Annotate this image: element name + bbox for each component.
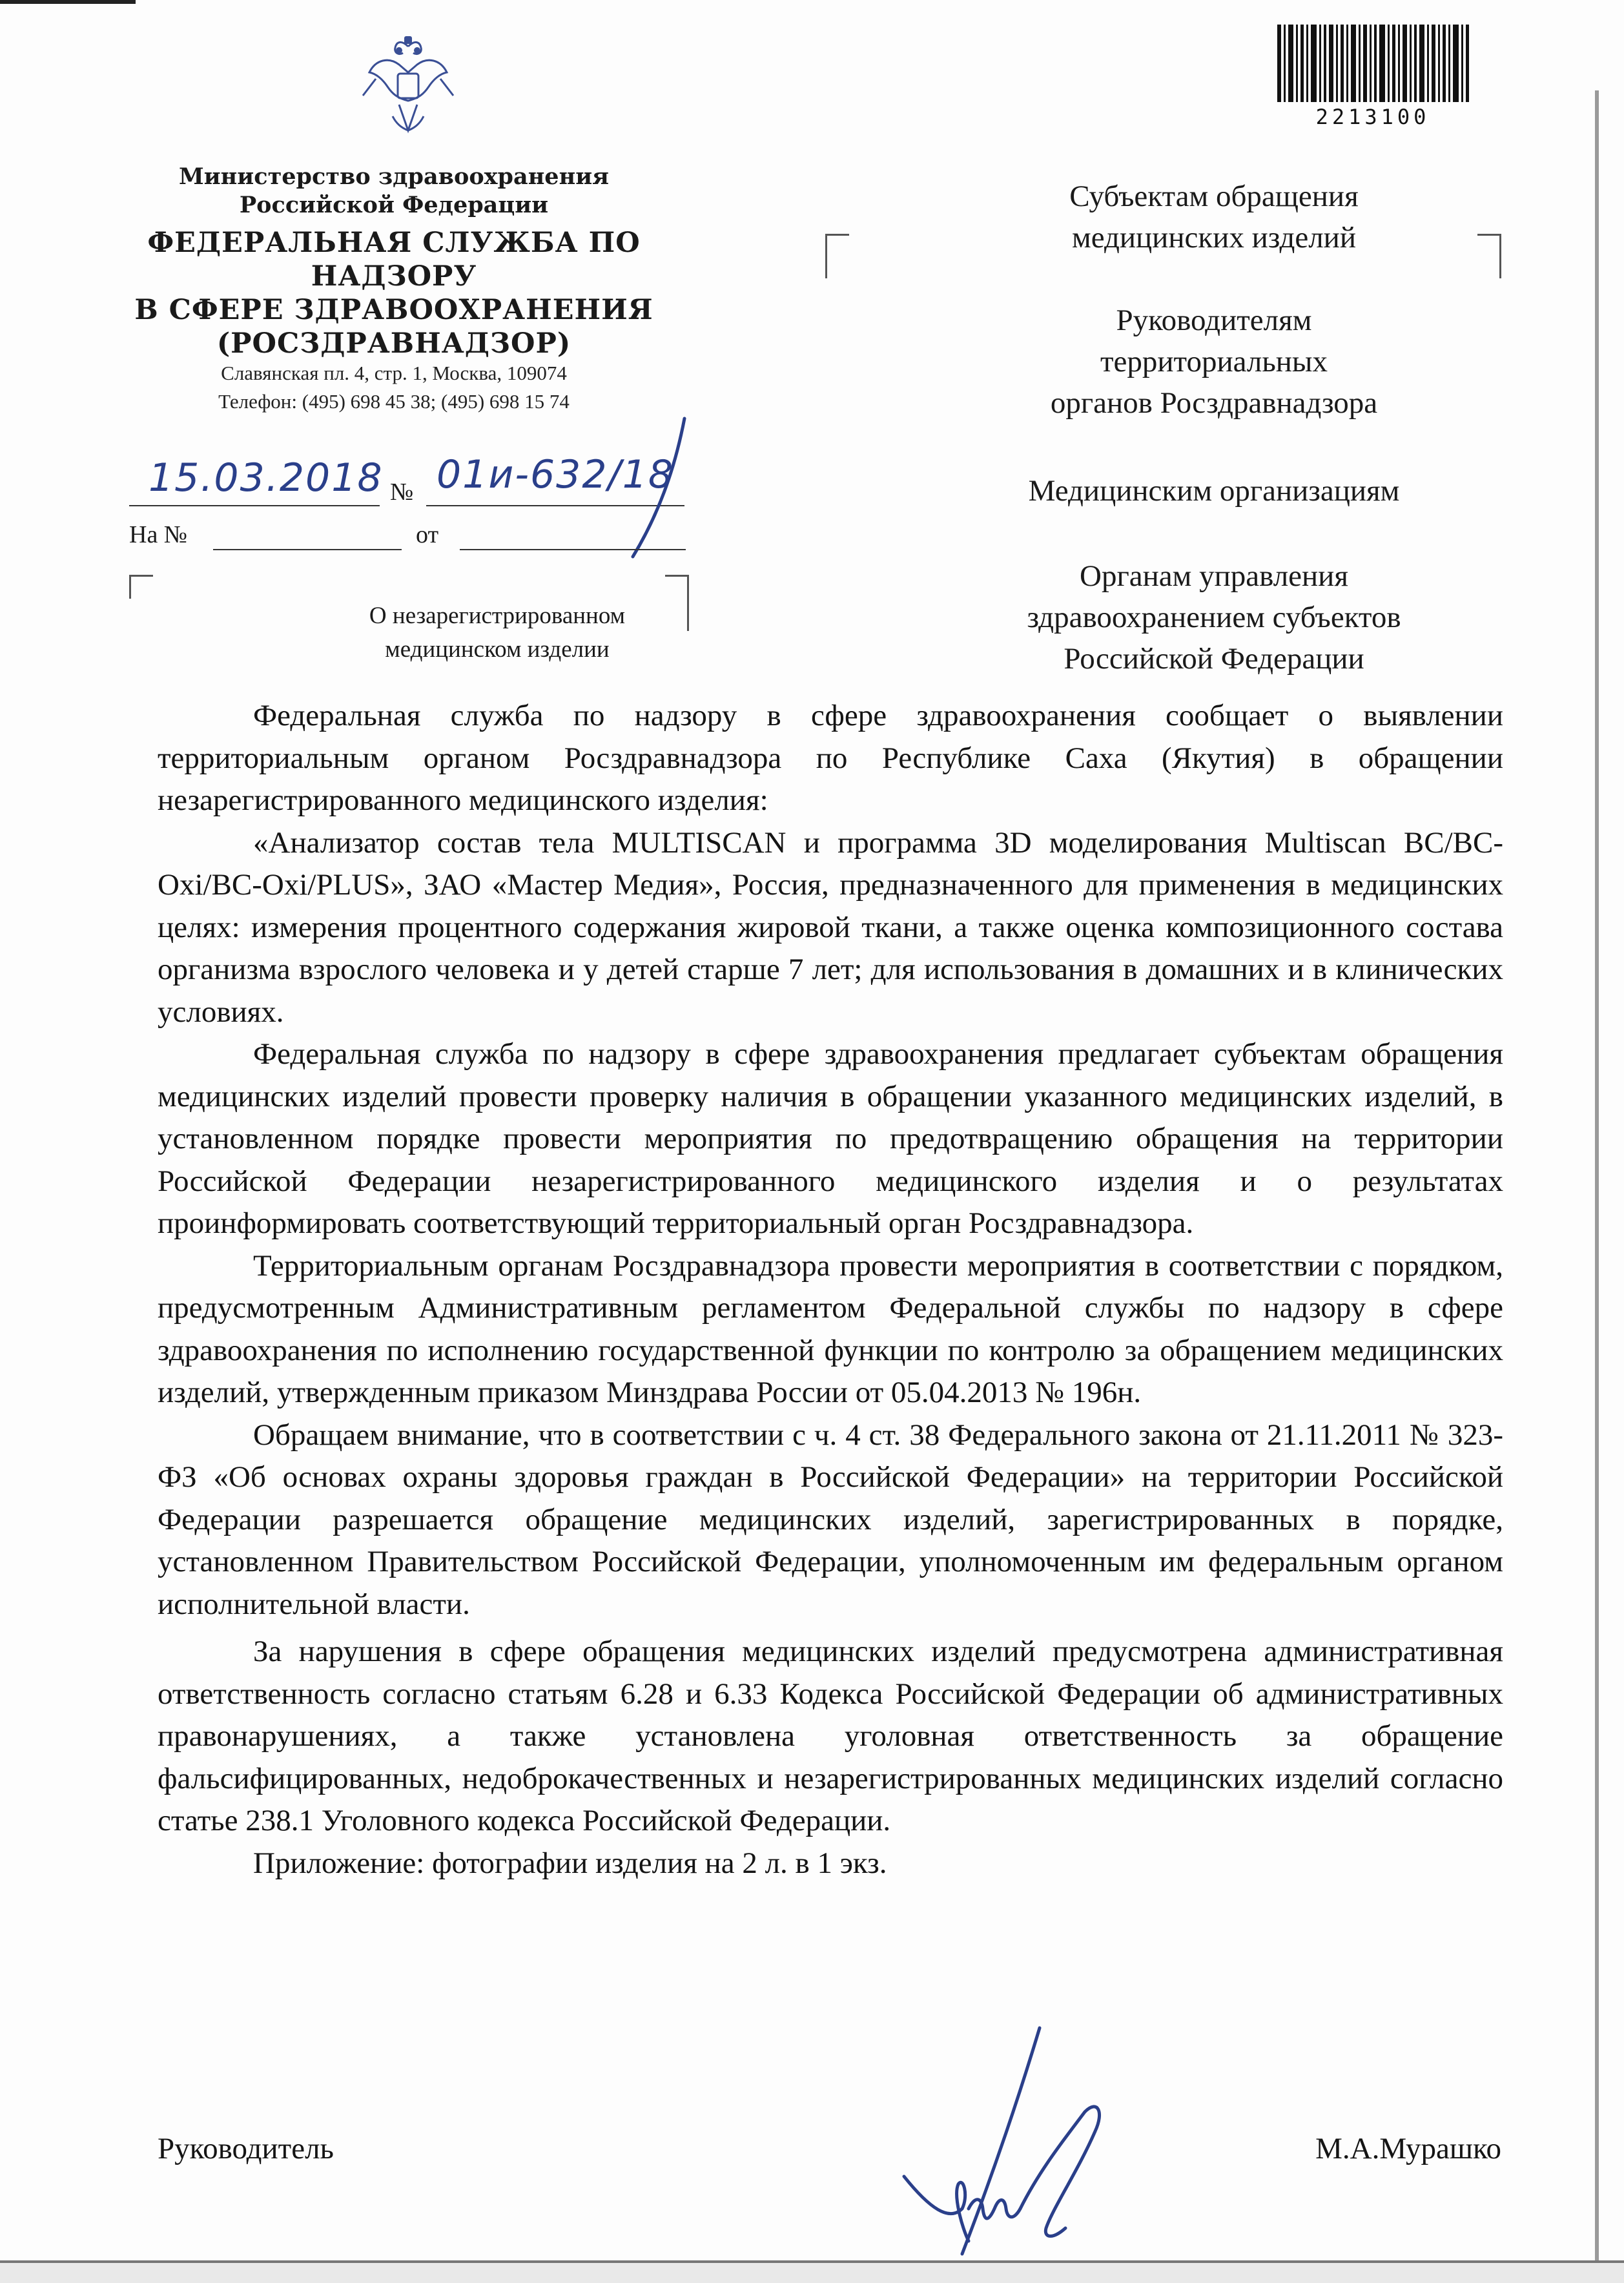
signatory-name: М.А.Мурашко <box>1315 2132 1501 2165</box>
recipient-block: Медицинским организациям <box>1028 474 1400 508</box>
body-paragraph: Территориальным органам Росздравнадзора провести мероприятия в соответствии с порядком, предусмотренным Административным регламентом Федеральной службы по надзору в сфере здравоохранения по исполнению государственной функции по контролю за обращением медицинских изделий, утвержденным приказом Минздрава России от 05.04.2013 № 196н. <box>158 1248 1503 1409</box>
outgoing-number: 01и-632/18 <box>437 452 675 497</box>
handwritten-signature <box>891 2015 1124 2273</box>
coat-of-arms-icon <box>356 34 460 142</box>
body-paragraph: Федеральная служба по надзору в сфере здравоохранения сообщает о выявлении территориальным органом Росздравнадзора по Республике Саха (Якутия) в обращении незарегистрированного медицинского изделия: <box>158 699 1503 817</box>
service-address: Славянская пл. 4, стр. 1, Москва, 109074 <box>221 362 567 384</box>
letter-body <box>158 695 1503 1885</box>
service-name: ФЕДЕРАЛЬНАЯ СЛУЖБА ПО НАДЗОРУ В СФЕРЕ ЗДРАВООХРАНЕНИЯ (РОСЗДРАВНАДЗОР) <box>134 227 653 360</box>
recipient-block: Субъектам обращения медицинских изделий <box>1069 180 1359 254</box>
body-paragraph: «Анализатор состав тела MULTISCAN и программа 3D моделирования Multiscan BC/BC-Oxi/BC-Oxi/PLUS», ЗАО «Мастер Медия», Россия, предназначенного для применения в медицинских целях: измерения процентного содержания жировой ткани, а также оценка композиционного состава организма взрослого человека и у детей старше 7 лет; для использования в домашних и в клинических условиях. <box>158 825 1503 1029</box>
ministry-name: Министерство здравоохранения Российской Федерации <box>178 163 610 218</box>
scan-edge-bottom <box>0 2260 1624 2283</box>
reply-number-line <box>213 549 402 550</box>
body-paragraph: Обращаем внимание, что в соответствии с ч. 4 ст. 38 Федерального закона от 21.11.2011 № 323-ФЗ «Об основах охраны здоровья граждан в Российской Федерации» на территории Российской Федерации разрешается обращение медицинских изделий, зарегистрированных в порядке, установленном Правительством Российской Федерации, уполномоченным им федеральным органом исполнительной власти. <box>158 1418 1503 1621</box>
recipient-corner-left <box>825 234 849 278</box>
from-label: от <box>416 521 439 548</box>
subject-corner-left <box>129 575 153 599</box>
scan-edge-top <box>0 0 136 4</box>
reply-label: На № <box>129 521 188 548</box>
recipient-block: Органам управления здравоохранением субъектов Российской Федерации <box>1027 559 1401 676</box>
attachment-note: Приложение: фотографии изделия на 2 л. в 1 экз. <box>253 1846 887 1880</box>
outgoing-date: 15.03.2018 <box>149 455 384 501</box>
scan-edge-right <box>1595 90 1599 2260</box>
signatory-role: Руководитель <box>158 2132 334 2165</box>
date-underline <box>129 505 380 506</box>
recipient-block: Руководителям территориальных органов Росздравнадзора <box>1050 304 1378 420</box>
reply-date-line <box>460 549 686 550</box>
barcode-icon <box>1276 25 1470 102</box>
letter-subject: О незарегистрированном медицинском изделии <box>369 603 626 663</box>
number-slash-stroke <box>620 413 697 562</box>
body-paragraph: За нарушения в сфере обращения медицинских изделий предусмотрена административная ответственность согласно статьям 6.28 и 6.33 Кодекса Российской Федерации об административных правонарушениях, а также установлена уголовная ответственность за обращение фальсифицированных, недоброкачественных и незарегистрированных медицинских изделий согласно статье 238.1 Уголовного кодекса Российской Федерации. <box>158 1635 1503 1837</box>
number-label: № <box>390 479 414 506</box>
service-phone: Телефон: (495) 698 45 38; (495) 698 15 74 <box>218 390 570 413</box>
barcode-number: 2213100 <box>1315 105 1430 129</box>
body-paragraph: Федеральная служба по надзору в сфере здравоохранения предлагает субъектам обращения медицинских изделий провести проверку наличия в обращении указанного медицинских изделий, в установленном порядке провести мероприятия по предотвращению обращения на территории Российской Федерации незарегистрированного медицинского изделия и о результатах проинформировать соответствующий территориальный орган Росздравнадзора. <box>158 1037 1503 1240</box>
